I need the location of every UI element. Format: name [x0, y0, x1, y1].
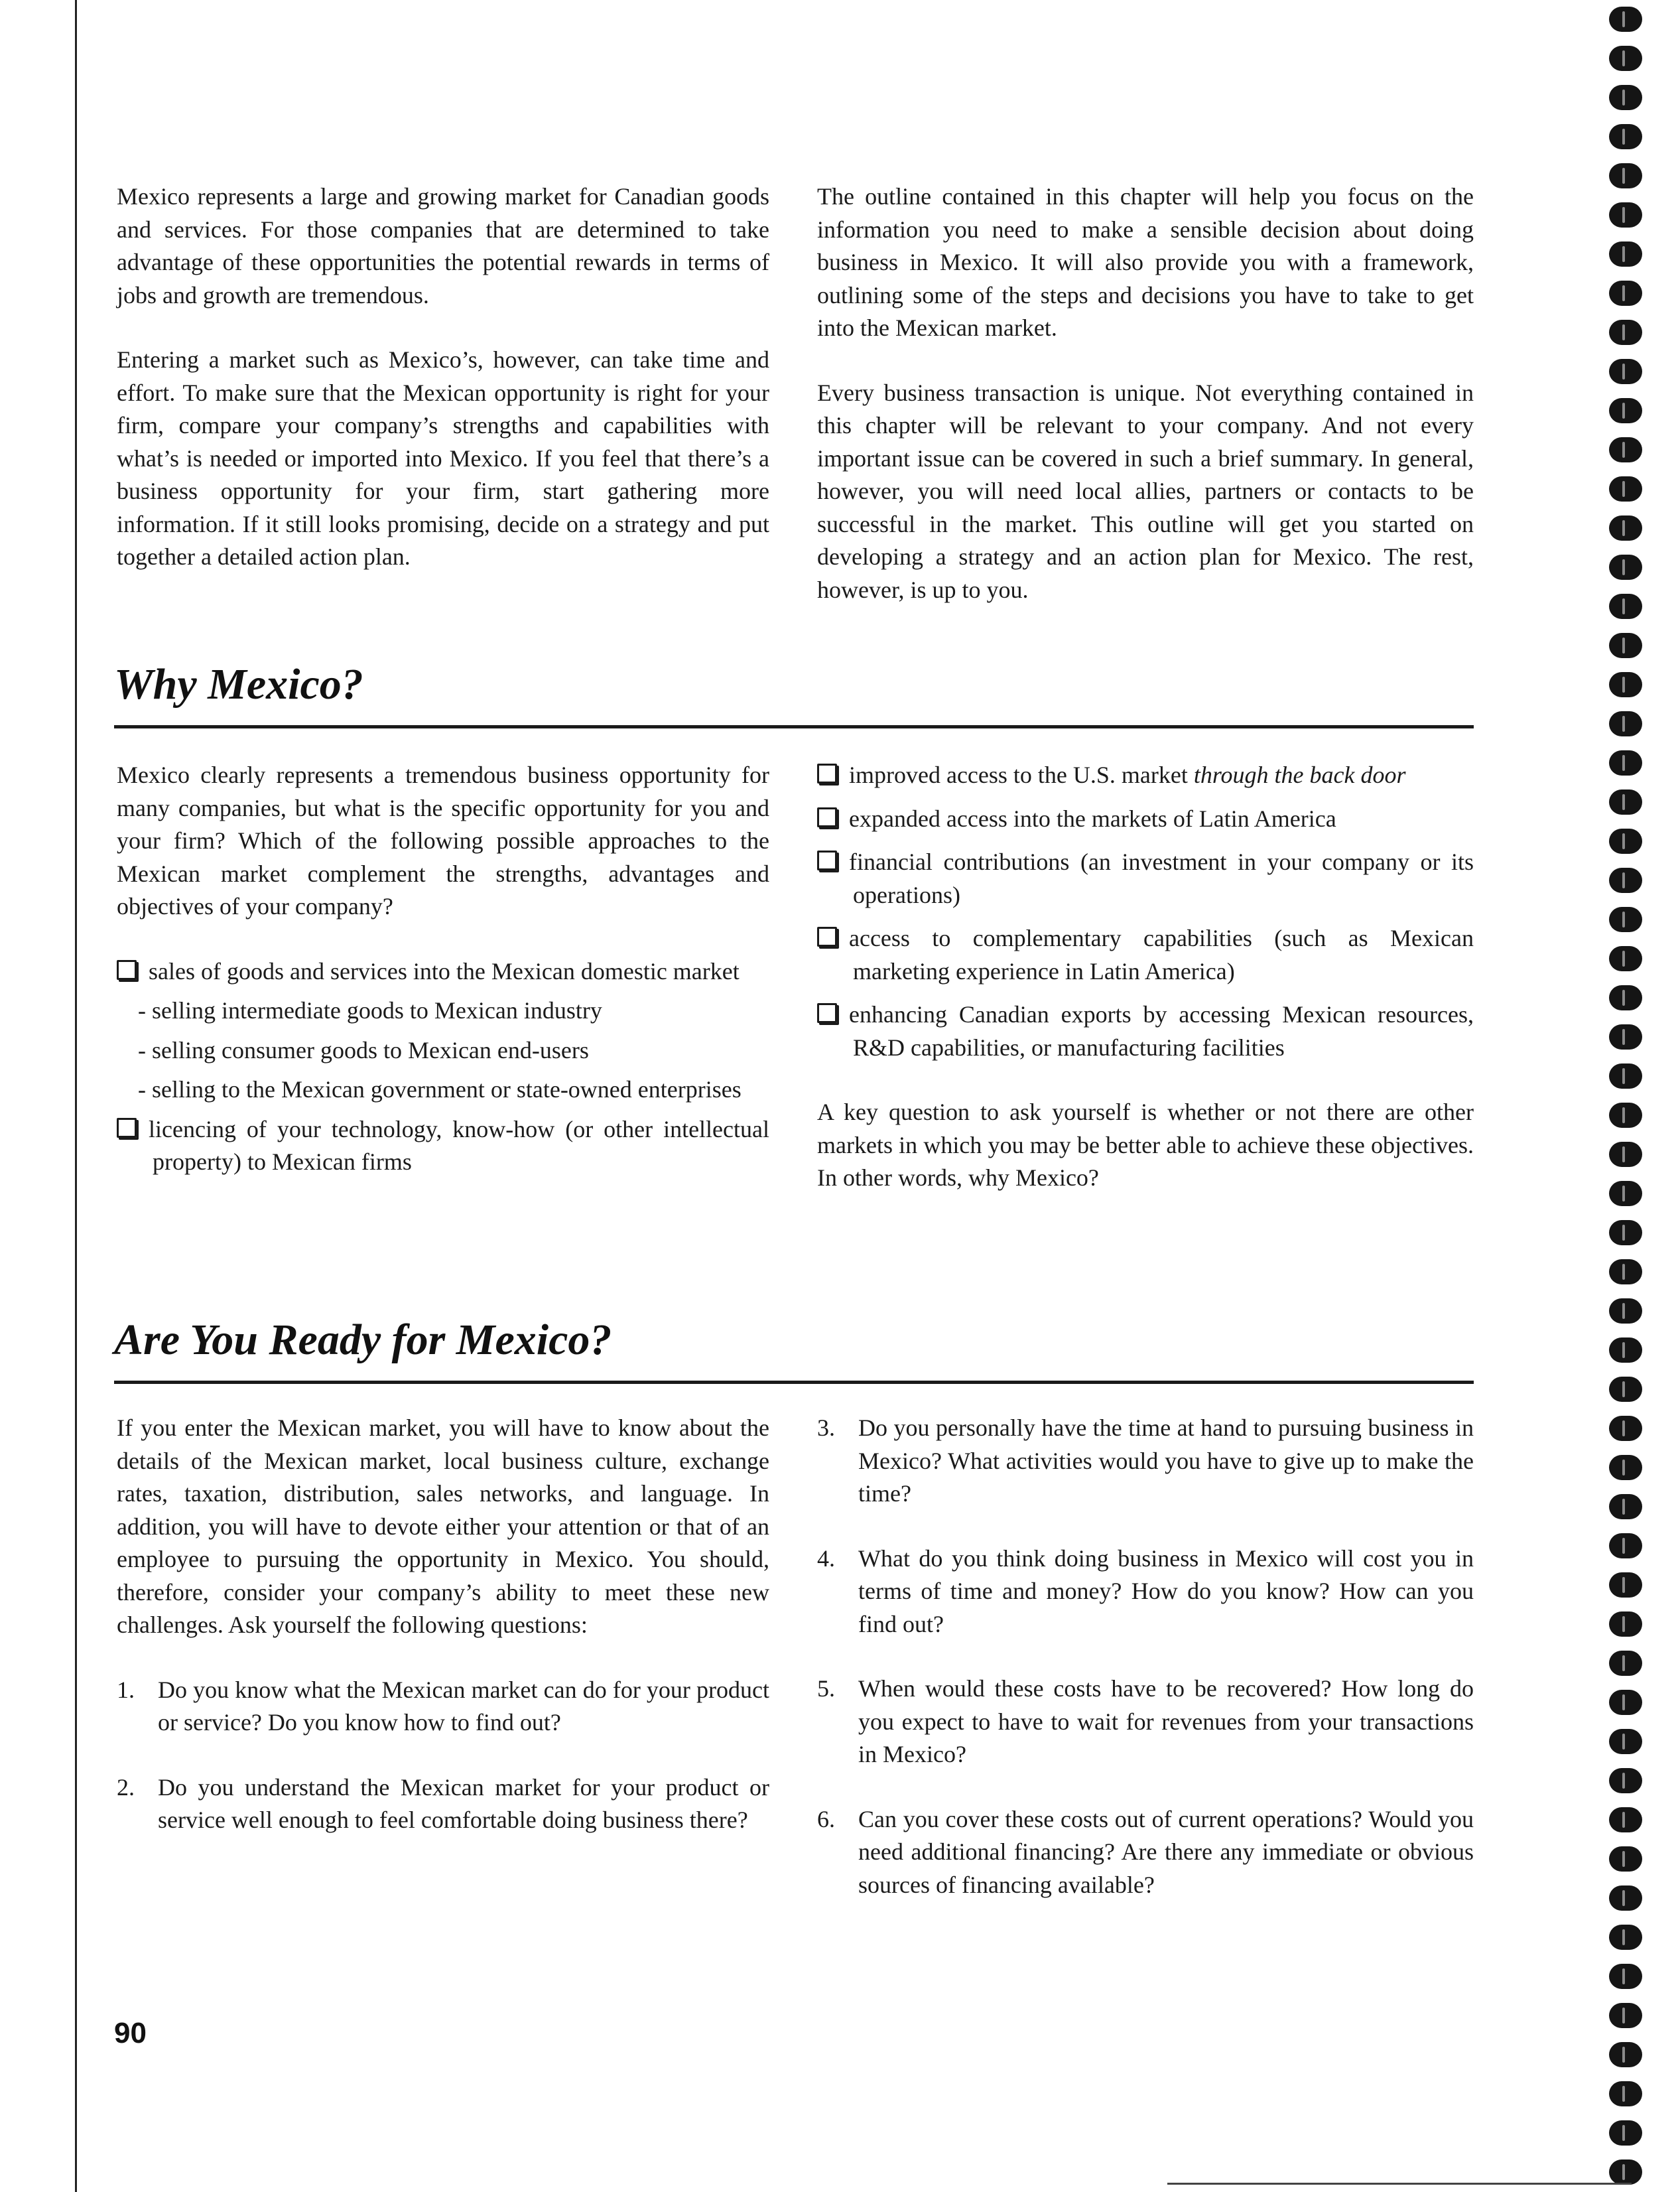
ready-right-column	[817, 1412, 1474, 1901]
section-heading-why-mexico: Why Mexico?	[114, 660, 363, 709]
bottom-edge-line	[1167, 2183, 1632, 2185]
binding-hole-icon	[1609, 2120, 1642, 2146]
binding-hole-icon	[1609, 1024, 1642, 1050]
question-item: 4. What do you think doing business in Mexico will cost you in terms of time and money? How do you know? How can you find out?	[817, 1544, 1474, 1637]
binding-hole-icon	[1609, 1103, 1642, 1128]
binding-hole-icon	[1609, 672, 1642, 697]
binding-hole-icon	[1609, 85, 1642, 110]
section-rule	[114, 725, 1474, 728]
sub-item: - selling consumer goods to Mexican end-users	[138, 1036, 589, 1063]
binding-hole-icon	[1609, 1533, 1642, 1558]
binding-hole-icon	[1609, 281, 1642, 306]
binding-hole-icon	[1609, 1846, 1642, 1872]
binding-hole-icon	[1609, 1337, 1642, 1363]
binding-hole-icon	[1609, 1925, 1642, 1950]
checklist-item: licencing of your technology, know-how (or other intellectual property) to Mexican firms	[117, 1113, 769, 1179]
binding-hole-icon	[1609, 398, 1642, 423]
checklist-item: enhancing Canadian exports by accessing Mexican resources, R&D capabilities, or manufacturing facilities	[817, 998, 1474, 1064]
binding-hole-icon	[1609, 1885, 1642, 1911]
checklist-item: sales of goods and services into the Mexican domestic market	[117, 955, 769, 989]
binding-hole-icon	[1609, 2159, 1642, 2185]
why-mexico-left-column	[117, 759, 769, 1179]
binding-hole-icon	[1609, 1063, 1642, 1089]
binding-hole-icon	[1609, 1651, 1642, 1676]
intro-right-column	[817, 180, 1474, 606]
checklist-item: access to complementary capabilities (such as Mexican marketing experience in Latin America)	[817, 922, 1474, 988]
section-rule	[114, 1381, 1474, 1384]
checkbox-icon	[817, 851, 837, 870]
binding-hole-icon	[1609, 2003, 1642, 2028]
binding-hole-icon	[1609, 163, 1642, 188]
intro-paragraph-4: Every business transaction is unique. Not everything contained in this chapter will be relevant to your company. And not every important issue can be covered in such a brief summary. In general, however, you will need local allies, partners or contacts to be successful in the market. This outline will get you started on developing a strategy and an action plan for Mexico. The rest, however, is up to you.	[817, 379, 1474, 603]
page-left-edge	[75, 0, 77, 2192]
binding-hole-icon	[1609, 1259, 1642, 1284]
binding-hole-icon	[1609, 1181, 1642, 1206]
binding-hole-icon	[1609, 985, 1642, 1010]
binding-hole-icon	[1609, 2042, 1642, 2067]
binding-hole-icon	[1609, 594, 1642, 619]
checkbox-icon	[817, 1003, 837, 1023]
checklist-item: financial contributions (an investment in your company or its operations)	[817, 846, 1474, 912]
binding-hole-icon	[1609, 1377, 1642, 1402]
binding-hole-icon	[1609, 7, 1642, 32]
question-item: 3. Do you personally have the time at hand to pursuing business in Mexico? What activities would you have to give up to make the time?	[817, 1414, 1474, 1507]
sub-item: - selling intermediate goods to Mexican industry	[138, 997, 602, 1024]
intro-paragraph-3: The outline contained in this chapter will help you focus on the information you need to make a sensible decision about doing business in Mexico. It will also provide you with a framework, outlining some of the steps and decisions you have to take to get into the Mexican market.	[817, 183, 1474, 341]
intro-left-column	[117, 180, 769, 574]
binding-hole-icon	[1609, 1494, 1642, 1519]
checkbox-icon	[817, 927, 837, 947]
intro-paragraph-2: Entering a market such as Mexico’s, however, can take time and effort. To make sure that the Mexican opportunity is right for your firm, compare your company’s strengths and capabilities with what’s is needed or imported into Mexico. If you feel that there’s a business opportunity for your firm, start gathering more information. If it still looks promising, decide on a strategy and put together a detailed action plan.	[117, 346, 769, 570]
binding-hole-icon	[1609, 46, 1642, 71]
checkbox-icon	[817, 764, 837, 784]
checklist-item: expanded access into the markets of Latin America	[817, 803, 1474, 836]
binding-hole-icon	[1609, 476, 1642, 502]
page-number: 90	[114, 2017, 147, 2049]
binding-hole-icon	[1609, 868, 1642, 893]
binding-hole-icon	[1609, 1455, 1642, 1480]
binding-hole-icon	[1609, 1611, 1642, 1637]
checkbox-icon	[117, 1118, 137, 1138]
binding-hole-icon	[1609, 711, 1642, 736]
question-item: 6. Can you cover these costs out of current operations? Would you need additional financing? Are there any immediate or obvious sources of financing available?	[817, 1805, 1474, 1898]
spiral-binding	[1597, 0, 1657, 2192]
binding-hole-icon	[1609, 1572, 1642, 1598]
binding-hole-icon	[1609, 555, 1642, 580]
binding-hole-icon	[1609, 320, 1642, 345]
binding-hole-icon	[1609, 750, 1642, 776]
binding-hole-icon	[1609, 1690, 1642, 1715]
section-heading-are-you-ready: Are You Ready for Mexico?	[114, 1316, 612, 1364]
ready-left-column	[117, 1412, 769, 1837]
why-mexico-closing: A key question to ask yourself is whether or not there are other markets in which you may be better able to achieve these objectives. In other words, why Mexico?	[817, 1099, 1474, 1191]
checklist-item: improved access to the U.S. market through the back door	[817, 759, 1474, 792]
binding-hole-icon	[1609, 633, 1642, 658]
binding-hole-icon	[1609, 1220, 1642, 1245]
ready-intro: If you enter the Mexican market, you will have to know about the details of the Mexican market, local business culture, exchange rates, taxation, distribution, sales networks, and language. In addition, you will have to devote either your attention or that of an employee to pursuing the opportunity in Mexico. You should, therefore, consider your company’s ability to meet these new challenges. Ask yourself the following questions:	[117, 1414, 769, 1638]
binding-hole-icon	[1609, 437, 1642, 462]
binding-hole-icon	[1609, 359, 1642, 384]
binding-hole-icon	[1609, 1807, 1642, 1832]
binding-hole-icon	[1609, 789, 1642, 815]
binding-hole-icon	[1609, 1416, 1642, 1441]
question-item: 5. When would these costs have to be recovered? How long do you expect to have to wait for revenues from your transactions in Mexico?	[817, 1675, 1474, 1767]
sub-item: - selling to the Mexican government or state-owned enterprises	[138, 1076, 742, 1103]
binding-hole-icon	[1609, 907, 1642, 932]
binding-hole-icon	[1609, 1768, 1642, 1793]
binding-hole-icon	[1609, 241, 1642, 267]
binding-hole-icon	[1609, 1298, 1642, 1324]
binding-hole-icon	[1609, 946, 1642, 971]
question-item: 1. Do you know what the Mexican market can do for your product or service? Do you know how to find out?	[117, 1676, 769, 1736]
binding-hole-icon	[1609, 515, 1642, 541]
binding-hole-icon	[1609, 1142, 1642, 1167]
binding-hole-icon	[1609, 829, 1642, 854]
binding-hole-icon	[1609, 1964, 1642, 1989]
checkbox-icon	[817, 807, 837, 827]
binding-hole-icon	[1609, 124, 1642, 149]
why-mexico-right-column	[817, 759, 1474, 1195]
intro-paragraph-1: Mexico represents a large and growing market for Canadian goods and services. For those companies that are determined to take advantage of these opportunities the potential rewards in terms of jobs and growth are tremendous.	[117, 183, 769, 308]
checkbox-icon	[117, 960, 137, 980]
binding-hole-icon	[1609, 202, 1642, 228]
question-item: 2. Do you understand the Mexican market for your product or service well enough to feel comfortable doing business there?	[117, 1773, 769, 1833]
binding-hole-icon	[1609, 1729, 1642, 1754]
binding-hole-icon	[1609, 2081, 1642, 2106]
why-mexico-intro: Mexico clearly represents a tremendous business opportunity for many companies, but what is the specific opportunity for you and your firm? Which of the following possible approaches to the Mexican market complement the strengths, advantages and objectives of your company?	[117, 762, 769, 920]
